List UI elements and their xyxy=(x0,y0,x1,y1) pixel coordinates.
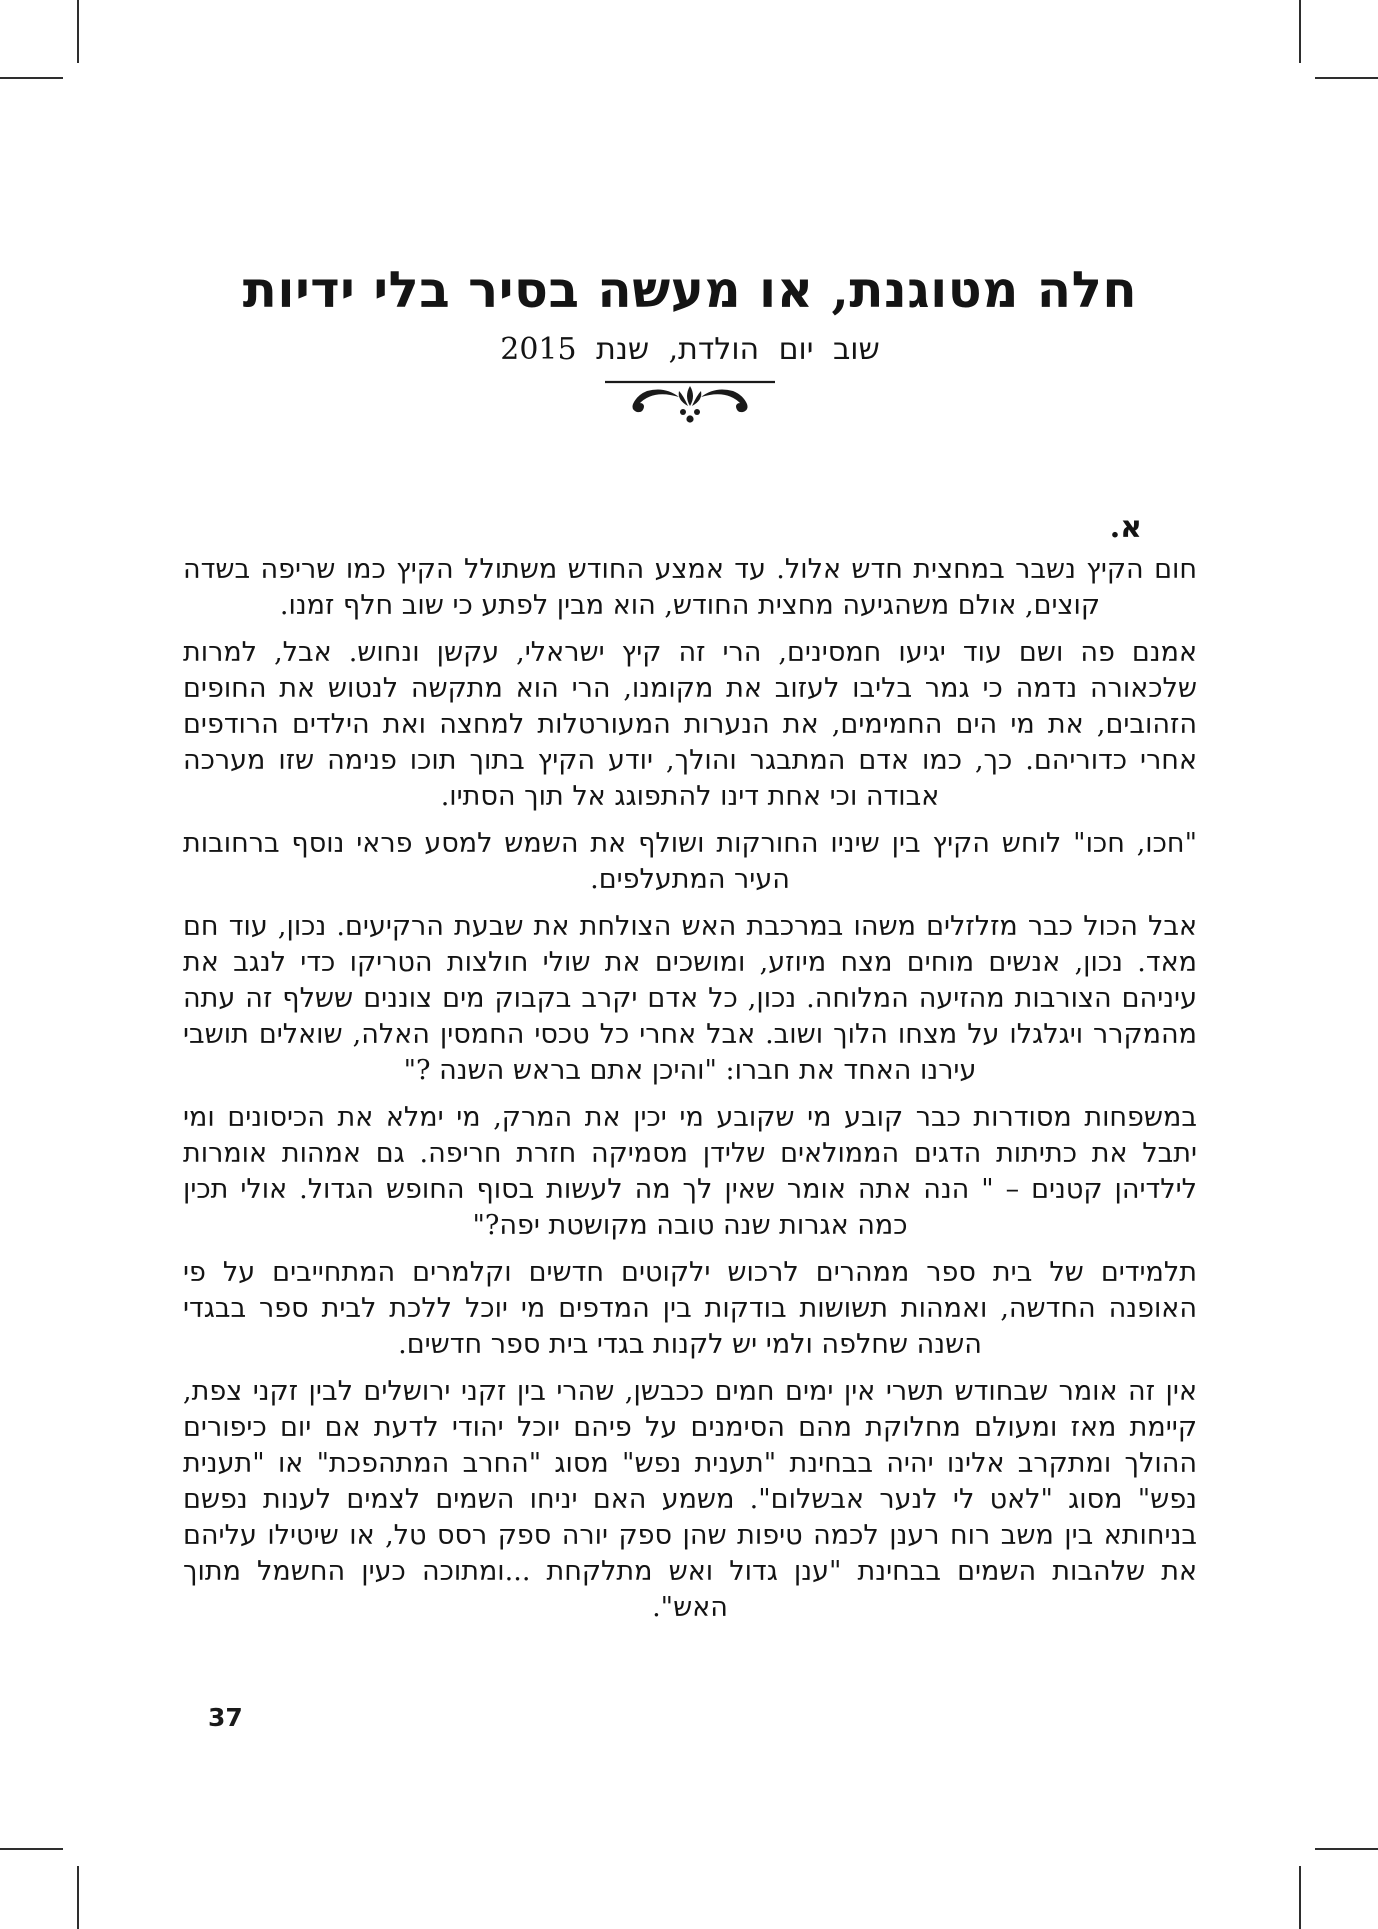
page-number: 37 xyxy=(208,1703,243,1732)
crop-mark-top-right-horizontal xyxy=(1315,77,1378,79)
crop-mark-bottom-left-vertical xyxy=(77,1866,79,1929)
body-paragraph: חום הקיץ נשבר במחצית חדש אלול. עד אמצע החודש משתולל הקיץ כמו שריפה בשדה קוצים, אולם משהגיעה מחצית החודש, הוא מבין לפתע כי שוב חלף זמנו. xyxy=(183,554,1197,621)
body-paragraph: במשפחות מסודרות כבר קובע מי שקובע מי יכין את המרק, מי ימלא את הכיסונים ומי יתבל את כתיתות הדגים הממולאים שלידן מסמיקה חזרת חריפה. גם אמהות אומרות לילדיהן קטנים – " הנה אתה אומר שאין לך מה לעשות בסוף החופש הגדול. אולי תכין כמה אגרות שנה טובה מקושטת יפה?" xyxy=(183,1102,1197,1241)
crop-mark-top-left-vertical xyxy=(77,0,79,63)
chapter-subtitle: שוב יום הולדת, שנת 2015 xyxy=(500,332,880,367)
body-text xyxy=(183,552,1197,1637)
ornament-flourish-icon xyxy=(183,380,1197,432)
crop-mark-bottom-left-horizontal xyxy=(0,1848,63,1850)
crop-mark-bottom-right-horizontal xyxy=(1315,1848,1378,1850)
crop-mark-top-right-vertical xyxy=(1299,0,1301,63)
body-paragraph: "חכו, חכו" לוחש הקיץ בין שיניו החורקות ושולף את השמש למסע פראי נוסף ברחובות העיר המתעלפים. xyxy=(183,828,1197,895)
body-paragraph: אין זה אומר שבחודש תשרי אין ימים חמים ככבשן, שהרי בין זקני ירושלים לבין זקני צפת, קיימת מאז ומעולם מחלוקת מהם הסימנים על פיהם יוכל יהודי לדעת אם יום כיפורים ההולך ומתקרב אלינו יהיה בבחינת "תענית נפש" מסוג "החרב המתהפכת" או "תענית נפש" מסוג "לאט לי לנער אבשלום". משמע האם יניחו השמים לצמים לענות נפשם בניחותא בין משב רוח רענן לכמה טיפות שהן ספק יורה ספק רסס טל, או שיטילו עליהם את שלהבות השמים בבחינת "ענן גדול ואש מתלקחת ...ומתוכה כעין החשמל מתוך האש". xyxy=(183,1376,1197,1623)
crop-mark-bottom-right-vertical xyxy=(1299,1866,1301,1929)
body-paragraph: תלמידים של בית ספר ממהרים לרכוש ילקוטים חדשים וקלמרים המתחייבים על פי האופנה החדשה, ואמהות תשושות בודקות בין המדפים מי יוכל ללכת לבית ספר בבגדי השנה שחלפה ולמי יש לקנות בגדי בית ספר חדשים. xyxy=(183,1257,1197,1360)
body-paragraph: אמנם פה ושם עוד יגיעו חמסינים, הרי זה קיץ ישראלי, עקשן ונחוש. אבל, למרות שלכאורה נדמה כי גמר בליבו לעזוב את מקומנו, הרי הוא מתקשה לנטוש את החופים הזהובים, את מי הים החמימים, את הנערות המעורטלות למחצה ואת הילדים הרודפים אחרי כדוריהם. כך, כמו אדם המתבגר והולך, יודע הקיץ בתוך תוכו פנימה שזו מערכה אבודה וכי אחת דינו להתפוגג אל תוך הסתיו. xyxy=(183,637,1197,812)
chapter-title: חלה מטוגנת, או מעשה בסיר בלי ידיות xyxy=(242,259,1138,319)
body-paragraph: אבל הכול כבר מזלזלים משהו במרכבת האש הצולחת את שבעת הרקיעים. נכון, עוד חם מאד. נכון, אנשים מוחים מצח מיוזע, ומושכים את שולי חולצות הטריקו כדי לנגב את עיניהם הצורבות מהזיעה המלוחה. נכון, כל אדם יקרב בקבוק מים צוננים ששלף זה עתה מהמקרר ויגלגלו על מצחו הלוך ושוב. אבל אחרי כל טכסי החמסין האלה, שואלים תושבי עירנו האחד את חברו: "והיכן אתם בראש השנה ?" xyxy=(183,911,1197,1086)
crop-mark-top-left-horizontal xyxy=(0,77,63,79)
section-marker-aleph: א. xyxy=(1109,510,1142,545)
